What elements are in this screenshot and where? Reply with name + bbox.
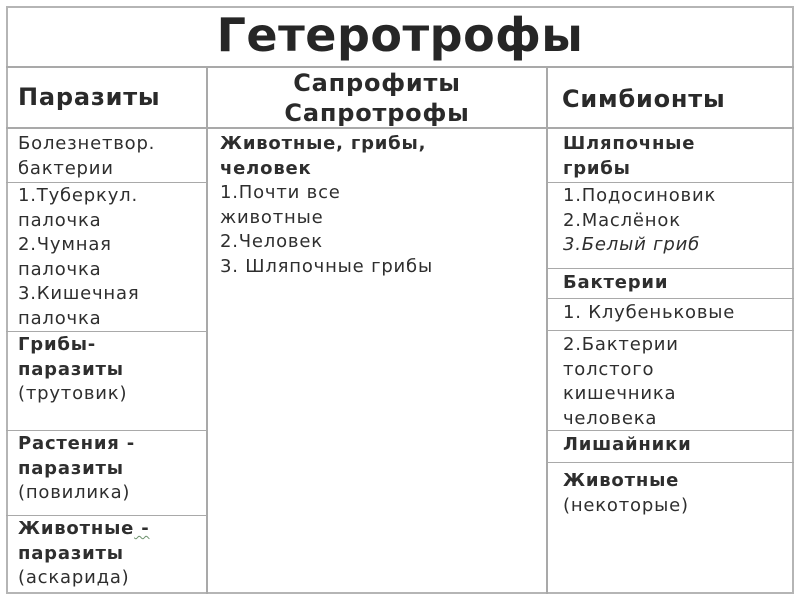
list-item: 3.Кишечная bbox=[18, 283, 140, 304]
list-item: 2.Бактерии bbox=[563, 334, 679, 355]
parasites-fungi-line: паразиты bbox=[18, 358, 124, 380]
parasites-row-divider bbox=[6, 182, 207, 183]
header-saprophytes bbox=[208, 68, 546, 128]
parasites-row-divider bbox=[6, 331, 207, 332]
saprophytes-content bbox=[220, 132, 433, 279]
symbionts-mushrooms-list bbox=[563, 184, 716, 258]
list-item: человека bbox=[563, 407, 658, 429]
symbionts-row-divider bbox=[547, 298, 794, 299]
parasites-animals-word: Животные bbox=[18, 518, 135, 539]
symbionts-row-divider bbox=[547, 182, 794, 183]
header-symbionts-label: Симбионты bbox=[562, 85, 726, 113]
symbionts-animals-line: (некоторые) bbox=[563, 494, 689, 516]
list-item: 1. Клубеньковые bbox=[563, 302, 736, 323]
list-item: 2.Человек bbox=[220, 231, 323, 252]
list-item: животные bbox=[220, 206, 324, 228]
parasites-bacteria-head-line: Болезнетвор. bbox=[18, 133, 156, 154]
symbionts-bacteria-item2 bbox=[563, 333, 679, 431]
parasites-plants-line: Растения - bbox=[18, 433, 135, 454]
list-item: палочка bbox=[18, 258, 102, 280]
symbionts-animals-line: Животные bbox=[563, 470, 680, 491]
symbionts-mushrooms-head-line: грибы bbox=[563, 157, 631, 179]
saprophytes-head-line: Животные, грибы, bbox=[220, 133, 427, 154]
parasites-fungi-line: Грибы- bbox=[18, 334, 97, 355]
parasites-plants-line: паразиты bbox=[18, 457, 124, 479]
list-item: палочка bbox=[18, 209, 102, 231]
saprophytes-head-line: человек bbox=[220, 157, 312, 179]
list-item: толстого bbox=[563, 358, 655, 380]
symbionts-animals bbox=[563, 469, 689, 518]
list-item: 1.Почти все bbox=[220, 182, 341, 203]
header-parasites-label: Паразиты bbox=[18, 83, 161, 111]
parasites-fungi-line: (трутовик) bbox=[18, 383, 128, 404]
parasites-plants-line: (повилика) bbox=[18, 482, 131, 503]
parasites-bacteria-list bbox=[18, 184, 139, 331]
list-item: 2.Чумная bbox=[18, 234, 112, 255]
symbionts-bacteria-head-line: Бактерии bbox=[563, 272, 669, 293]
list-item: палочка bbox=[18, 307, 102, 329]
page-title: Гетеротрофы bbox=[216, 8, 584, 62]
parasites-row-divider bbox=[6, 515, 207, 516]
parasites-plants bbox=[18, 432, 135, 506]
parasites-fungi bbox=[18, 333, 127, 407]
symbionts-row-divider bbox=[547, 462, 794, 463]
symbionts-mushrooms-head bbox=[563, 132, 695, 181]
list-item: 1.Туберкул. bbox=[18, 185, 138, 206]
symbionts-lichens-line: Лишайники bbox=[563, 434, 692, 455]
header-symbionts bbox=[562, 84, 726, 114]
header-parasites bbox=[18, 82, 160, 112]
header-saprophytes-line1: Сапрофиты bbox=[293, 69, 461, 97]
symbionts-row-divider bbox=[547, 330, 794, 331]
parasites-row-divider bbox=[6, 430, 207, 431]
symbionts-bacteria-item1 bbox=[563, 301, 735, 326]
parasites-animals-dash: - bbox=[134, 518, 150, 539]
symbionts-row-divider bbox=[547, 268, 794, 269]
list-item: 3. Шляпочные грибы bbox=[220, 255, 433, 277]
parasites-animals-line: паразиты bbox=[18, 542, 124, 564]
parasites-bacteria-head-line: бактерии bbox=[18, 157, 114, 179]
symbionts-mushrooms-head-line: Шляпочные bbox=[563, 133, 696, 154]
symbionts-bacteria-head bbox=[563, 271, 668, 296]
parasites-bacteria-head bbox=[18, 132, 155, 181]
list-item: 1.Подосиновик bbox=[563, 185, 717, 206]
list-item: 2.Маслёнок bbox=[563, 209, 681, 231]
symbionts-lichens bbox=[563, 433, 692, 458]
list-item: 3.Белый гриб bbox=[563, 234, 701, 255]
parasites-animals bbox=[18, 517, 150, 591]
parasites-animals-line: (аскарида) bbox=[18, 567, 130, 588]
header-saprophytes-line2: Сапротрофы bbox=[284, 99, 470, 127]
list-item: кишечника bbox=[563, 383, 677, 404]
parasites-animals-line bbox=[18, 517, 150, 542]
